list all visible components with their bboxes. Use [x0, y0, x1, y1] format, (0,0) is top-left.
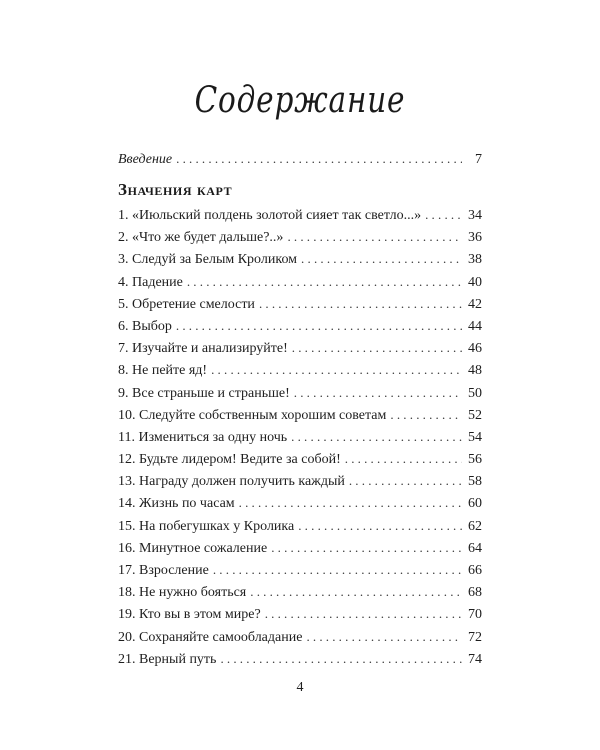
toc-entry-page: 62	[468, 518, 482, 534]
dot-leader	[292, 337, 462, 359]
toc-entry-label: 1. «Июльский полдень золотой сияет так светло...»	[118, 208, 422, 223]
dot-leader	[220, 648, 462, 670]
toc-entry[interactable]	[118, 337, 482, 359]
toc-entry-label: 20. Сохраняйте самообладание	[118, 629, 303, 645]
toc-entry-label: 3. Следуй за Белым Кроликом	[118, 252, 298, 268]
toc-entry[interactable]	[118, 204, 482, 226]
toc-entry-label: 7. Изучайте и анализируйте!	[118, 341, 288, 357]
dot-leader	[425, 204, 462, 226]
toc-entry-label: 17. Взросление	[118, 563, 209, 578]
toc-entry[interactable]	[118, 271, 482, 293]
toc-entry[interactable]	[118, 515, 482, 537]
toc-entry-label: 4. Падение	[118, 274, 183, 290]
toc-entry[interactable]	[118, 404, 482, 426]
toc-entry-label: 10. Следуйте собственным хорошим советам	[118, 407, 387, 423]
toc-entry-label: 6. Выбор	[118, 318, 172, 334]
dot-leader	[239, 492, 462, 514]
toc-entry-page: 36	[468, 230, 482, 246]
toc-entry-label: 11. Измениться за одну ночь	[118, 429, 288, 445]
dot-leader	[176, 148, 462, 170]
dot-leader	[250, 581, 462, 603]
toc-entry-page: 48	[468, 363, 482, 379]
dot-leader	[271, 537, 462, 559]
toc-entry-page: 40	[468, 274, 482, 290]
toc-entry-label: 15. На побегушках у Кролика	[118, 518, 295, 534]
dot-leader	[213, 559, 462, 581]
toc-entry-page: 56	[468, 452, 482, 468]
toc-entry[interactable]	[118, 293, 482, 315]
toc-entry-page: 34	[468, 208, 482, 223]
dot-leader	[291, 426, 462, 448]
toc-entry-label: 18. Не нужно бояться	[118, 585, 247, 601]
page-number: 4	[296, 680, 304, 695]
toc-entry-page: 52	[468, 407, 482, 423]
toc-entry-page: 70	[468, 607, 482, 623]
dot-leader	[211, 359, 462, 381]
toc-entry[interactable]	[118, 648, 482, 670]
toc-entry[interactable]	[118, 315, 482, 337]
toc-entry-page: 68	[468, 585, 482, 601]
toc-entry-intro[interactable]	[118, 148, 482, 170]
section-heading: Значения карт	[118, 180, 233, 199]
toc-entry[interactable]	[118, 603, 482, 625]
toc-entry-label: 13. Награду должен получить каждый	[118, 474, 345, 490]
toc-entry[interactable]	[118, 248, 482, 270]
dot-leader	[298, 515, 462, 537]
toc-intro	[118, 148, 482, 170]
dot-leader	[265, 603, 462, 625]
toc-entry-page: 7	[475, 152, 482, 167]
toc-entry-page: 58	[468, 474, 482, 490]
toc-entry[interactable]	[118, 559, 482, 581]
dot-leader	[390, 404, 462, 426]
toc-entry-label: 2. «Что же будет дальше?..»	[118, 230, 284, 246]
dot-leader	[294, 382, 462, 404]
toc-list	[118, 204, 482, 670]
dot-leader	[306, 626, 462, 648]
toc-entry[interactable]	[118, 426, 482, 448]
toc-entry-label: 21. Верный путь	[118, 651, 217, 667]
toc-entry-page: 66	[468, 563, 482, 578]
toc-entry-page: 38	[468, 252, 482, 268]
dot-leader	[259, 293, 462, 315]
toc-entry-page: 44	[468, 318, 482, 334]
dot-leader	[349, 470, 462, 492]
toc-entry[interactable]	[118, 226, 482, 248]
toc-entry-label: 9. Все страньше и страньше!	[118, 385, 290, 401]
toc-entry-label: 12. Будьте лидером! Ведите за собой!	[118, 452, 341, 468]
toc-entry-label: 5. Обретение смелости	[118, 296, 255, 312]
toc-entry-page: 74	[468, 651, 482, 667]
page-title: Содержание	[194, 80, 406, 121]
toc-entry-page: 50	[468, 385, 482, 401]
dot-leader	[345, 448, 462, 470]
toc-entry-page: 60	[468, 496, 482, 512]
toc-entry-page: 54	[468, 429, 482, 445]
toc-entry-page: 46	[468, 341, 482, 357]
toc-entry-page: 42	[468, 296, 482, 312]
toc-entry[interactable]	[118, 359, 482, 381]
toc-entry[interactable]	[118, 470, 482, 492]
toc-entry-label: 14. Жизнь по часам	[118, 496, 235, 512]
toc-entry-label: 8. Не пейте яд!	[118, 363, 208, 379]
toc-entry[interactable]	[118, 626, 482, 648]
dot-leader	[187, 271, 462, 293]
toc-entry[interactable]	[118, 537, 482, 559]
toc-entry[interactable]	[118, 492, 482, 514]
toc-entry[interactable]	[118, 382, 482, 404]
dot-leader	[176, 315, 462, 337]
dot-leader	[287, 226, 462, 248]
toc-entry-page: 64	[468, 540, 482, 556]
toc-entry-label: Введение	[118, 152, 173, 167]
dot-leader	[301, 248, 462, 270]
toc-entry-label: 19. Кто вы в этом мире?	[118, 607, 261, 623]
toc-entry-page: 72	[468, 629, 482, 645]
toc-entry-label: 16. Минутное сожаление	[118, 540, 268, 556]
toc-entry[interactable]	[118, 448, 482, 470]
toc-entry[interactable]	[118, 581, 482, 603]
